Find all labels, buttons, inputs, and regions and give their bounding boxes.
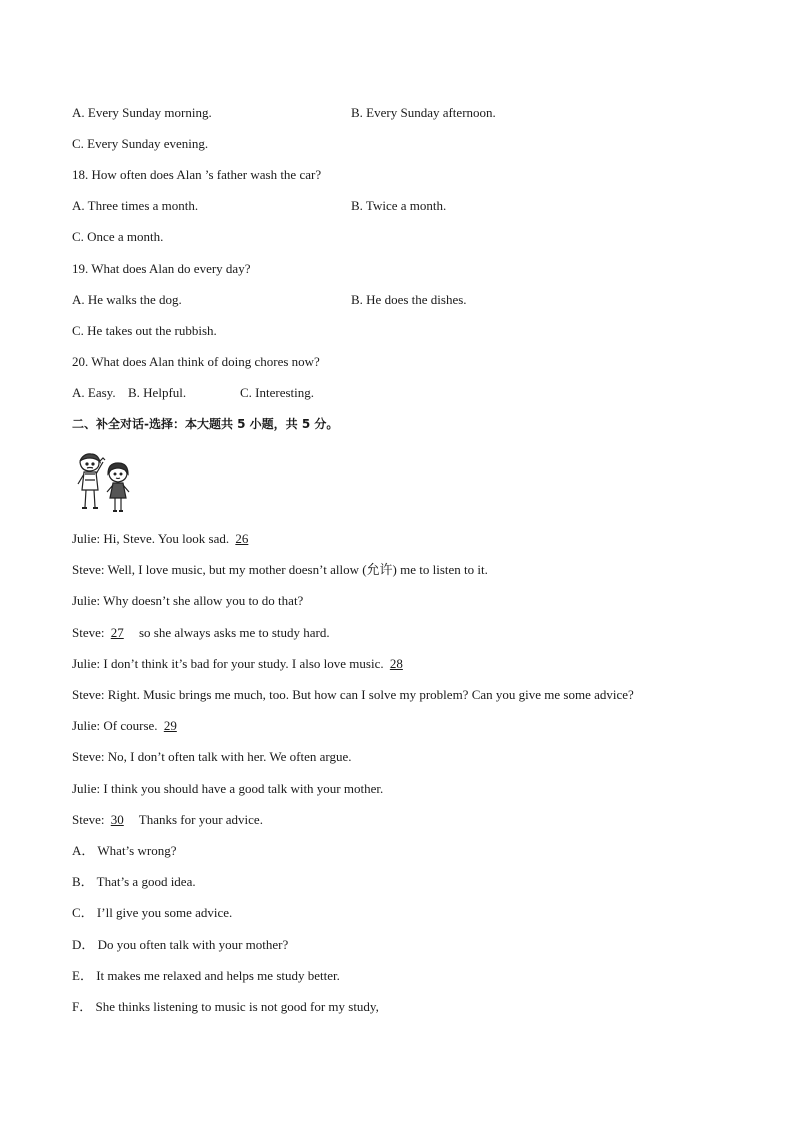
- choice-d: D． Do you often talk with your mother?: [72, 937, 289, 952]
- dialogue-text: Thanks for your advice.: [135, 812, 263, 827]
- dialogue-text: Steve:: [72, 812, 108, 827]
- q17-option-b: B. Every Sunday afternoon.: [351, 105, 496, 120]
- answer-blank-29[interactable]: 29: [163, 718, 177, 733]
- dialogue-text: Julie: Hi, Steve. You look sad.: [72, 531, 233, 546]
- dialogue-line: [72, 625, 330, 641]
- choice-f: F． She thinks listening to music is not good for my study,: [72, 999, 379, 1014]
- q18-option-c: C. Once a month.: [72, 229, 164, 244]
- dialogue-text: Steve: Right. Music brings me much, too. But how can I solve my problem? Can you give me some advice?: [72, 687, 634, 702]
- section-heading: 二、补全对话-选择：本大题共 5 小题，共 5 分。: [72, 417, 339, 431]
- dialogue-line: [72, 749, 351, 765]
- choice-c: C． I’ll give you some advice.: [72, 905, 233, 920]
- q20-option-b: B. Helpful.: [128, 385, 187, 400]
- children-illustration: [72, 452, 134, 516]
- dialogue-text: so she always asks me to study hard.: [135, 625, 330, 640]
- q18-option-b: B. Twice a month.: [351, 198, 447, 213]
- q19-stem: 19. What does Alan do every day?: [72, 261, 251, 276]
- dialogue-line: [72, 656, 415, 672]
- q20-option-a: A. Easy.: [72, 385, 116, 400]
- dialogue-line: [72, 687, 634, 703]
- choice-a: A． What’s wrong?: [72, 843, 177, 858]
- answer-blank-26[interactable]: 26: [235, 531, 249, 546]
- dialogue-text: Julie: Why doesn’t she allow you to do that?: [72, 593, 304, 608]
- answer-blank-28[interactable]: 28: [389, 656, 403, 671]
- dialogue-line: [72, 593, 303, 609]
- q17-option-c: C. Every Sunday evening.: [72, 136, 209, 151]
- q20-option-c: C. Interesting.: [240, 385, 315, 400]
- choice-b: B． That’s a good idea.: [72, 874, 196, 889]
- dialogue-text: Julie: Of course.: [72, 718, 161, 733]
- dialogue-text: Steve: Well, I love music, but my mother doesn’t allow (允许) me to listen to it.: [72, 562, 488, 577]
- q19-option-a: A. He walks the dog.: [72, 292, 182, 307]
- q20-options: [72, 385, 314, 401]
- q17-option-a: A. Every Sunday morning.: [72, 105, 212, 120]
- q19-option-c: C. He takes out the rubbish.: [72, 323, 217, 338]
- dialogue-line: [72, 562, 488, 578]
- q19-option-b: B. He does the dishes.: [351, 292, 467, 307]
- dialogue-text: Steve: No, I don’t often talk with her. We often argue.: [72, 749, 352, 764]
- q20-stem: 20. What does Alan think of doing chores now?: [72, 354, 320, 369]
- dialogue-line: [72, 718, 189, 734]
- dialogue-text: Julie: I don’t think it’s bad for your study. I also love music.: [72, 656, 387, 671]
- q18-stem: 18. How often does Alan ’s father wash the car?: [72, 167, 322, 182]
- dialogue-line: [72, 531, 260, 547]
- dialogue-line: [72, 812, 263, 828]
- dialogue-text: Julie: I think you should have a good talk with your mother.: [72, 781, 384, 796]
- dialogue-line: [72, 781, 383, 797]
- q18-option-a: A. Three times a month.: [72, 198, 199, 213]
- choice-e: E． It makes me relaxed and helps me study better.: [72, 968, 340, 983]
- answer-blank-30[interactable]: 30: [110, 812, 124, 827]
- answer-blank-27[interactable]: 27: [110, 625, 124, 640]
- dialogue-text: Steve:: [72, 625, 108, 640]
